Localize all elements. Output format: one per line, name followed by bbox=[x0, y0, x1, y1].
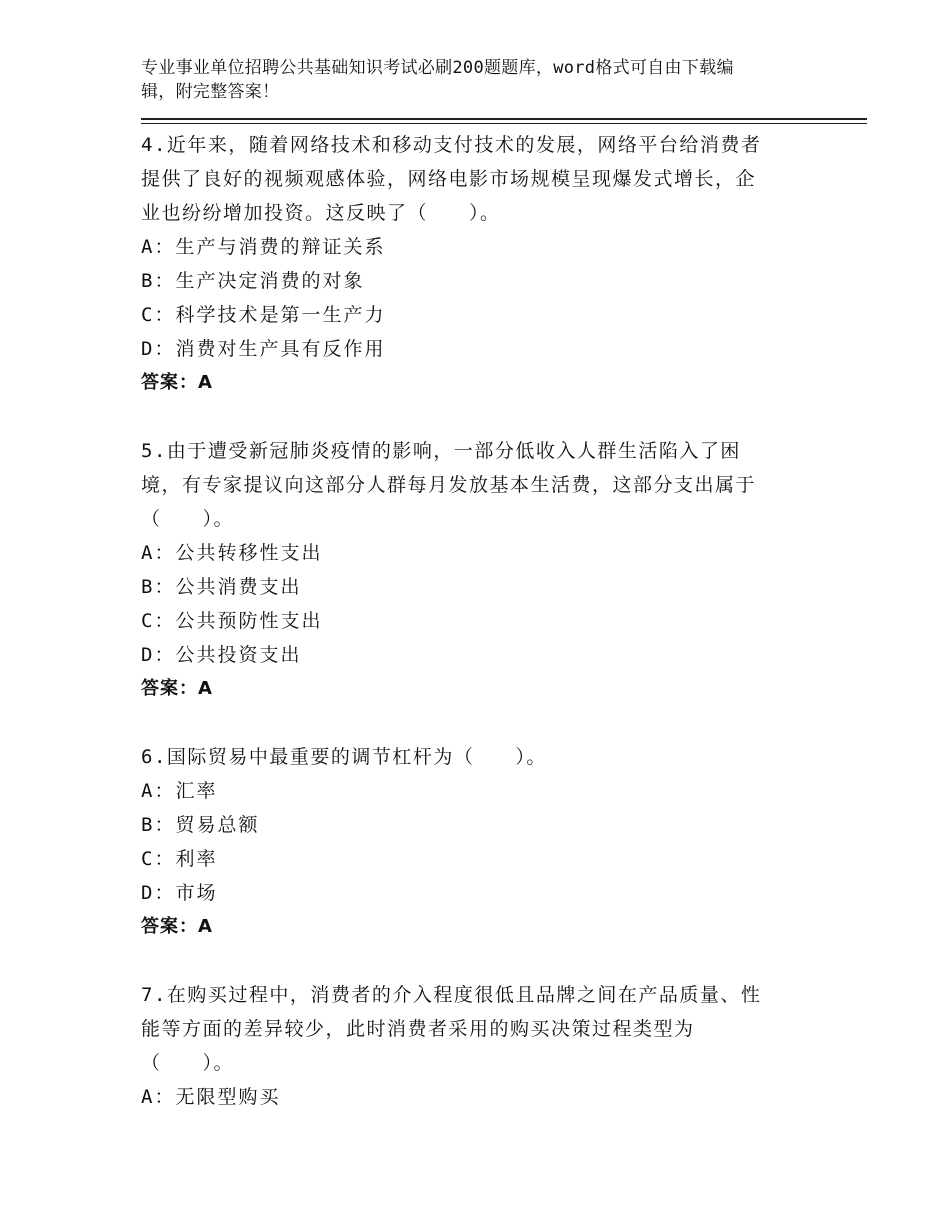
option-c: C：科学技术是第一生产力 bbox=[141, 304, 386, 326]
option-a: A：公共转移性支出 bbox=[141, 542, 323, 564]
question-6 bbox=[141, 740, 811, 944]
stem-line: （ ）。 bbox=[141, 1052, 235, 1074]
stem-line: 提供了良好的视频观感体验，网络电影市场规模呈现爆发式增长，企 bbox=[141, 168, 757, 190]
option-a: A：生产与消费的辩证关系 bbox=[141, 236, 386, 258]
stem-line: 7.在购买过程中，消费者的介入程度很低且品牌之间在产品质量、性 bbox=[141, 984, 762, 1006]
option-a: A：无限型购买 bbox=[141, 1086, 281, 1108]
question-stem bbox=[141, 978, 811, 1080]
header-divider-thin bbox=[141, 123, 867, 124]
stem-line: 5.由于遭受新冠肺炎疫情的影响，一部分低收入人群生活陷入了困 bbox=[141, 440, 741, 462]
question-list bbox=[141, 128, 811, 1148]
answer-line: 答案：A bbox=[141, 916, 213, 937]
question-stem bbox=[141, 128, 811, 230]
question-stem bbox=[141, 740, 811, 774]
document-header bbox=[141, 56, 821, 104]
option-b: B：贸易总额 bbox=[141, 814, 260, 836]
option-d: D：消费对生产具有反作用 bbox=[141, 338, 386, 360]
answer-line: 答案：A bbox=[141, 678, 213, 699]
header-line: 辑，附完整答案！ bbox=[141, 82, 280, 102]
answer-line: 答案：A bbox=[141, 372, 213, 393]
question-5 bbox=[141, 434, 811, 706]
stem-line: （ ）。 bbox=[141, 508, 235, 530]
option-d: D：公共投资支出 bbox=[141, 644, 302, 666]
option-d: D：市场 bbox=[141, 882, 218, 904]
option-b: B：生产决定消费的对象 bbox=[141, 270, 365, 292]
option-b: B：公共消费支出 bbox=[141, 576, 302, 598]
stem-line: 境，有专家提议向这部分人群每月发放基本生活费，这部分支出属于 bbox=[141, 474, 757, 496]
option-c: C：公共预防性支出 bbox=[141, 610, 323, 632]
question-stem bbox=[141, 434, 811, 536]
stem-line: 6.国际贸易中最重要的调节杠杆为（ ）。 bbox=[141, 746, 547, 768]
stem-line: 4.近年来，随着网络技术和移动支付技术的发展，网络平台给消费者 bbox=[141, 134, 762, 156]
stem-line: 业也纷纷增加投资。这反映了（ ）。 bbox=[141, 202, 501, 224]
option-c: C：利率 bbox=[141, 848, 218, 870]
header-divider-thick bbox=[141, 118, 867, 120]
question-7 bbox=[141, 978, 811, 1114]
question-4 bbox=[141, 128, 811, 400]
option-a: A：汇率 bbox=[141, 780, 218, 802]
stem-line: 能等方面的差异较少，此时消费者采用的购买决策过程类型为 bbox=[141, 1018, 695, 1040]
header-line: 专业事业单位招聘公共基础知识考试必刷200题题库，word格式可自由下载编 bbox=[141, 58, 734, 78]
